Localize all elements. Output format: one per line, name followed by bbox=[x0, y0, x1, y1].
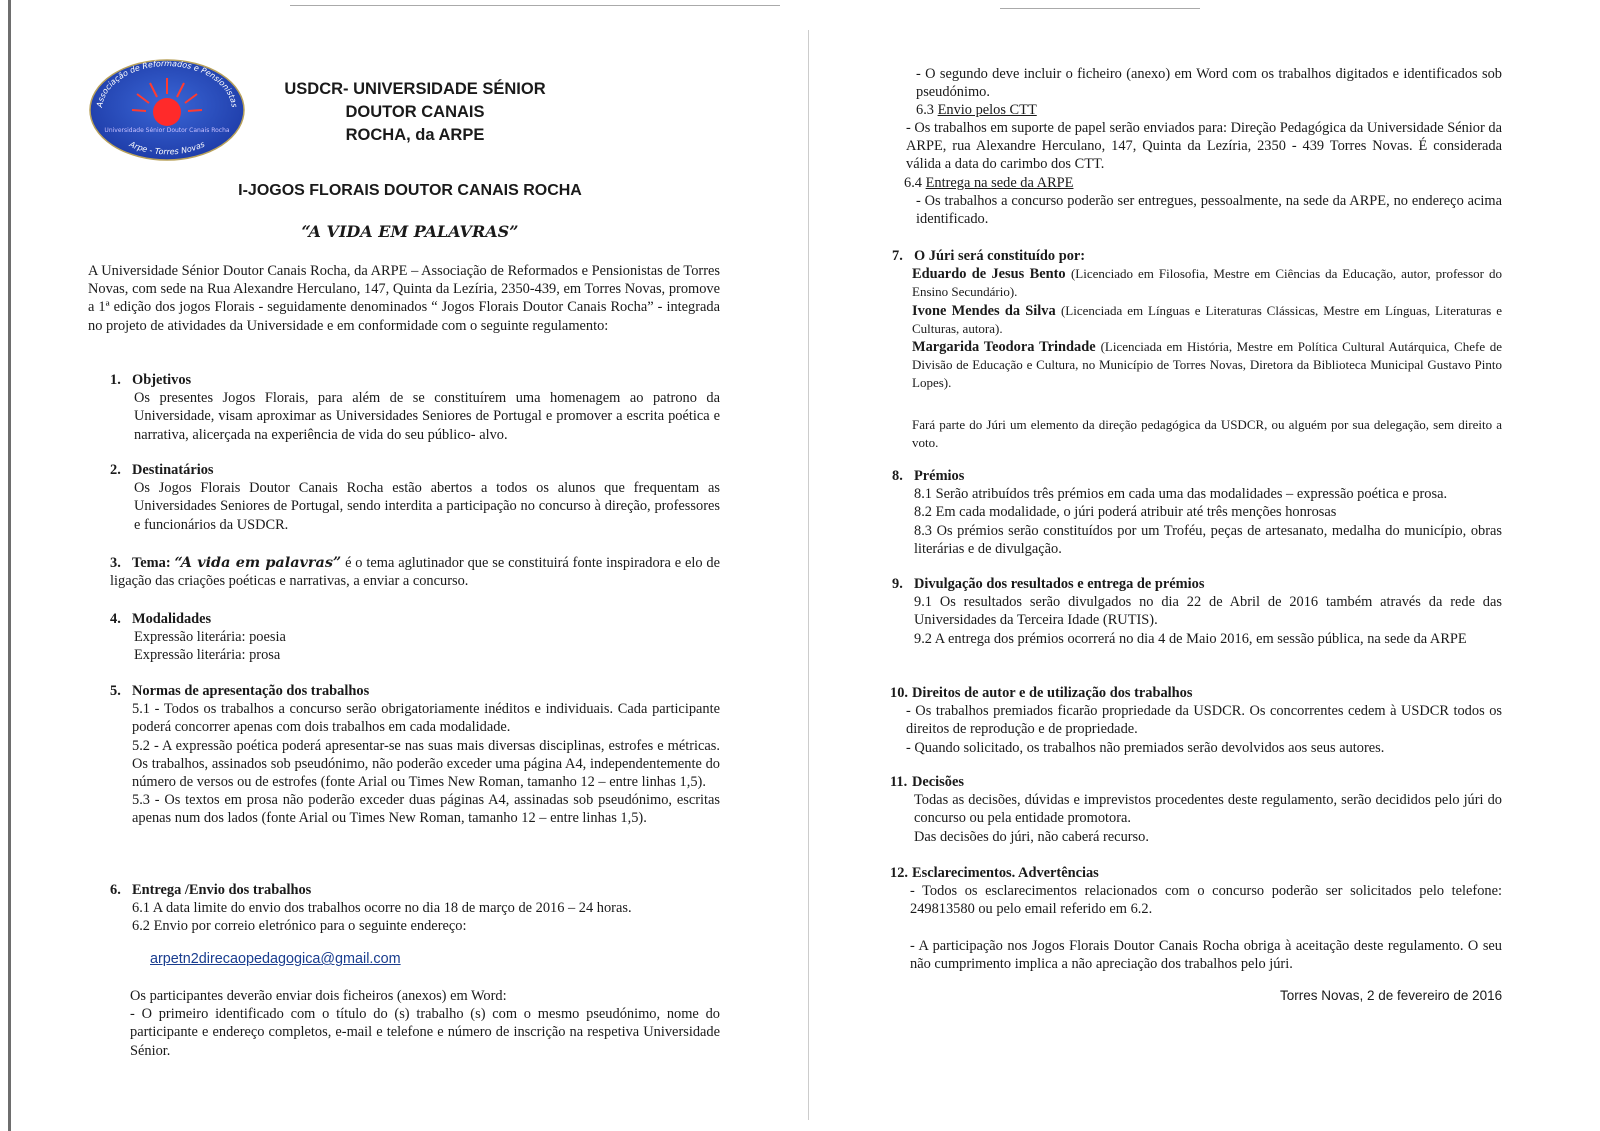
section-title: Divulgação dos resultados e entrega de prémios bbox=[914, 576, 1205, 592]
section-number: 1. bbox=[110, 372, 121, 388]
document-title bbox=[260, 78, 570, 147]
attachment-second: - O segundo deve incluir o ficheiro (anexo) em Word com os trabalhos digitados e identificados sob pseudónimo. bbox=[916, 66, 1502, 101]
section-number: 2. bbox=[110, 462, 121, 478]
section-title: O Júri será constituído por: bbox=[914, 248, 1086, 264]
signature-date: Torres Novas, 2 de fevereiro de 2016 bbox=[1280, 988, 1503, 1003]
section-title: Entrega /Envio dos trabalhos bbox=[132, 882, 312, 898]
paragraph-8-1: 8.1 Serão atribuídos três prémios em cada uma das modalidades – expressão poética e prosa. bbox=[914, 486, 1448, 503]
section-text: é o tema aglutinador que se constituirá fonte inspiradora e elo de ligação das criações poéticas e narrativas, a enviar a concurso. bbox=[110, 555, 720, 590]
paragraph-10-1: - Os trabalhos premiados ficarão propriedade da USDCR. Os concorrentes cedem à USDCR todos os direitos de reprodução e de propriedade. bbox=[906, 703, 1502, 738]
document-motto: “A VIDA EM PALAVRAS” bbox=[301, 222, 519, 241]
subsection-title: Entrega na sede da ARPE bbox=[925, 175, 1074, 191]
paragraph-8-2: 8.2 Em cada modalidade, o júri poderá atribuir até três menções honrosas bbox=[914, 504, 1337, 521]
jury-member-name: Ivone Mendes da Silva bbox=[912, 302, 1056, 319]
jury-member-desc: (Licenciado em Filosofia, Mestre em Ciências da Educação, autor, professor do Ensino Secundário). bbox=[912, 266, 1502, 300]
attachment-first: - O primeiro identificado com o título do (s) trabalho (s) com o mesmo pseudónimo, nome do participante e endereço completos, e-mail e telefone e número de inscrição na respetiva Universidade Sénior. bbox=[130, 1006, 720, 1059]
paragraph-8-3: 8.3 Os prémios serão constituídos por um Troféu, peças de artesanato, medalha do município, obras literárias e de divulgação. bbox=[914, 522, 1502, 557]
section-number: 6. bbox=[110, 882, 121, 898]
paragraph-9-2: 9.2 A entrega dos prémios ocorrerá no dia 4 de Maio 2016, em sessão pública, na sede da ARPE bbox=[914, 630, 1467, 647]
section-decisoes bbox=[890, 773, 1502, 846]
section-entrega bbox=[110, 881, 720, 936]
section-title: Decisões bbox=[912, 774, 964, 790]
paragraph-5-3: 5.3 - Os textos em prosa não poderão exceder duas páginas A4, assinadas sob pseudónimo, escritas apenas num dos lados (fonte Arial ou Times New Roman, tamanho 12 – entre linhas 1,5). bbox=[132, 792, 720, 827]
logo-inner-text: Universidade Sénior Doutor Canais Rocha bbox=[104, 127, 230, 134]
scan-edge bbox=[8, 0, 11, 1131]
section-title: Prémios bbox=[914, 468, 965, 484]
section-title: Modalidades bbox=[132, 611, 212, 627]
modality-item: Expressão literária: poesia bbox=[134, 629, 286, 646]
arpe-logo bbox=[88, 58, 246, 162]
section-title: Direitos de autor e de utilização dos trabalhos bbox=[912, 685, 1193, 701]
paragraph-6-2: 6.2 Envio por correio eletrónico para o seguinte endereço: bbox=[132, 918, 467, 935]
attachments-intro: Os participantes deverão enviar dois ficheiros (anexos) em Word: bbox=[130, 988, 507, 1004]
section-number: 11. bbox=[890, 774, 908, 790]
document-subtitle: I-JOGOS FLORAIS DOUTOR CANAIS ROCHA bbox=[238, 182, 582, 199]
section-destinatarios bbox=[110, 461, 720, 534]
section-number: 5. bbox=[110, 683, 121, 699]
attachments-block bbox=[130, 987, 720, 1060]
section-esclarecimentos bbox=[890, 864, 1502, 973]
paragraph-11-2: Das decisões do júri, não caberá recurso. bbox=[914, 828, 1149, 845]
paragraph-10-2: - Quando solicitado, os trabalhos não premiados serão devolvidos aos seus autores. bbox=[906, 739, 1385, 756]
logo-arc-bottom: Arpe - Torres Novas bbox=[127, 139, 207, 157]
subsection-title: Envio pelos CTT bbox=[937, 102, 1037, 118]
section-juri bbox=[892, 247, 1502, 393]
modality-item: Expressão literária: prosa bbox=[134, 647, 281, 664]
intro-paragraph: A Universidade Sénior Doutor Canais Rocha, da ARPE – Associação de Reformados e Pensionistas de Torres Novas, com sede na Rua Alexandre Herculano, 147, Quinta da Lezíria, 2350-439, em Torres Novas, promove a 1ª edição dos jogos Florais - seguidamente denominados “ Jogos Florais Doutor Canais Rocha” - integrada no projeto de atividades da Universidade e em conformidade com o seguinte regulamento: bbox=[88, 263, 720, 334]
section-modalidades bbox=[110, 610, 720, 665]
jury-member-desc: (Licenciada em História, Mestre em Política Cultural Autárquica, Chefe de Divisão de Educação e Cultura, no Município de Torres Novas, Diretora da Biblioteca Municipal Gustavo Pinto Lopes). bbox=[912, 339, 1502, 391]
section-number: 3. bbox=[110, 555, 121, 571]
paragraph-5-1: 5.1 - Todos os trabalhos a concurso serão obrigatoriamente inéditos e individuais. Cada participante poderá concorrer apenas com dois trabalhos em cada modalidade. bbox=[132, 701, 720, 736]
paragraph-12-2: - A participação nos Jogos Florais Doutor Canais Rocha obriga à aceitação deste regulamento. O seu não cumprimento implica a não apreciação dos trabalhos pelo júri. bbox=[910, 937, 1502, 972]
scan-line bbox=[1000, 8, 1200, 9]
paragraph-5-2: 5.2 - A expressão poética poderá apresentar-se nas suas mais diversas disciplinas, estrofes e métricas. Os trabalhos, assinados sob pseudónimo, não poderão exceder uma página A4, independentemente do número de versos ou de estrofes (fonte Arial ou Times New Roman, tamanho 12 – entre linhas 1,5). bbox=[132, 737, 720, 791]
subsection-6-3 bbox=[916, 101, 1502, 119]
section-premios bbox=[892, 467, 1502, 558]
section-title: Destinatários bbox=[132, 462, 214, 478]
jury-note: Fará parte do Júri um elemento da direção pedagógica da USDCR, ou alguém por sua delegação, sem direito a voto. bbox=[912, 417, 1502, 451]
theme-phrase: “A vida em palavras” bbox=[174, 554, 342, 571]
section-title: Esclarecimentos. Advertências bbox=[912, 865, 1099, 881]
section-number: 10. bbox=[890, 685, 908, 701]
section-number: 4. bbox=[110, 611, 121, 627]
contact-email-link[interactable]: arpetn2direcaopedagogica@gmail.com bbox=[150, 951, 401, 967]
scan-line bbox=[290, 5, 780, 6]
section-divulgacao bbox=[892, 575, 1502, 648]
paragraph-6-1: 6.1 A data limite do envio dos trabalhos ocorre no dia 18 de março de 2016 – 24 horas. bbox=[132, 900, 632, 917]
section-normas bbox=[110, 682, 720, 828]
paragraph-6-3: - Os trabalhos em suporte de papel serão enviados para: Direção Pedagógica da Universidade Sénior da ARPE, rua Alexandre Herculano, 147, Quinta da Lezíria, 2350 - 439 Torres Novas. É considerada válida a data do carimbo dos CTT. bbox=[906, 120, 1502, 173]
section-title: Objetivos bbox=[132, 372, 192, 388]
section-number: 8. bbox=[892, 468, 903, 484]
section-objetivos bbox=[110, 371, 720, 444]
subsection-6-4 bbox=[904, 174, 1502, 192]
section-tema bbox=[110, 554, 720, 590]
subsection-number: 6.4 bbox=[904, 175, 922, 191]
paragraph-9-1: 9.1 Os resultados serão divulgados no dia 22 de Abril de 2016 também através da rede das Universidades da Terceira Idade (RUTIS). bbox=[914, 594, 1502, 629]
paragraph-6-4: - Os trabalhos a concurso poderão ser entregues, pessoalmente, na sede da ARPE, no endereço acima identificado. bbox=[916, 193, 1502, 228]
title-line-2: ROCHA, da ARPE bbox=[345, 126, 485, 144]
page-fold bbox=[808, 30, 809, 1120]
section-number: 9. bbox=[892, 576, 903, 592]
paragraph-12-1: - Todos os esclarecimentos relacionados com o concurso poderão ser solicitados pelo telefone: 249813580 ou pelo email referido em 6.2. bbox=[910, 883, 1502, 918]
section-direitos bbox=[890, 684, 1502, 757]
section-number: 7. bbox=[892, 248, 903, 264]
jury-member-desc: (Licenciada em Línguas e Literaturas Clássicas, Mestre em Línguas, Literaturas e Culturas, autora). bbox=[912, 302, 1503, 336]
paragraph-11-1: Todas as decisões, dúvidas e imprevistos procedentes deste regulamento, serão decididos pelo júri do concurso ou pela entidade promotora. bbox=[914, 792, 1502, 827]
section-title: Tema: bbox=[132, 555, 171, 571]
section-title: Normas de apresentação dos trabalhos bbox=[132, 683, 370, 699]
logo-arc-top: Associação de Reformados e Pensionistas bbox=[95, 58, 239, 109]
section-text: Os Jogos Florais Doutor Canais Rocha estão abertos a todos os alunos que frequentam as Universidades Seniores de Portugal, sendo interdita a participação no concurso à direção, professores e funcionários da USDCR. bbox=[134, 480, 720, 533]
subsection-number: 6.3 bbox=[916, 102, 934, 118]
section-number: 12. bbox=[890, 865, 908, 881]
title-line-1: USDCR- UNIVERSIDADE SÉNIOR DOUTOR CANAIS bbox=[284, 80, 546, 121]
jury-member-name: Margarida Teodora Trindade bbox=[912, 339, 1096, 356]
section-text: Os presentes Jogos Florais, para além de se constituírem uma homenagem ao patrono da Universidade, visam aproximar as Universidades Seniores de Portugal e promover a escrita poética e narrativa, alicerçada na experiência de vida do seu público- alvo. bbox=[134, 390, 720, 443]
jury-member-name: Eduardo de Jesus Bento bbox=[912, 266, 1066, 283]
